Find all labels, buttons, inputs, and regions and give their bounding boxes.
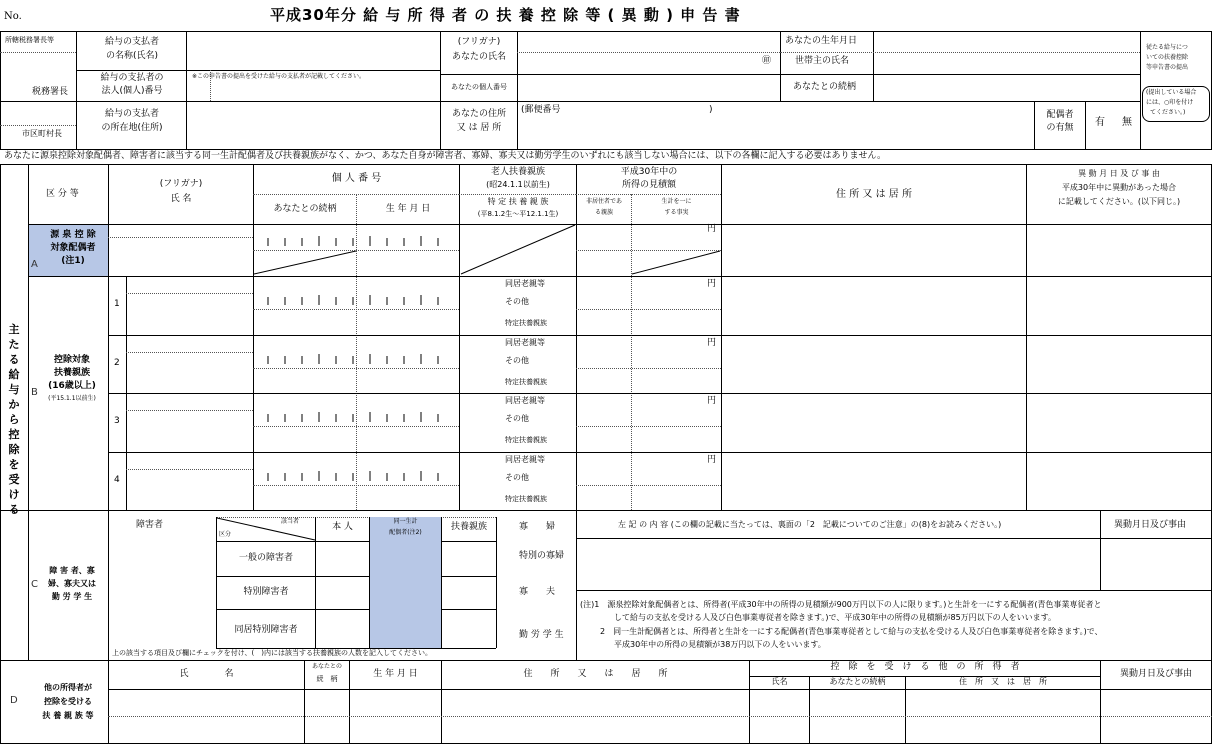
col-elderly-1: 老人扶養親族	[490, 167, 545, 177]
col-same-1: 生計を一に	[661, 198, 692, 205]
col-personal-number: 個 人 番 号	[331, 173, 382, 184]
section-a-label-1: 源 泉 控 除	[50, 230, 96, 240]
your-address-label-1: あなたの住所	[451, 109, 506, 119]
section-d-label-2: 控除を受ける	[44, 697, 92, 706]
row-option-other[interactable]: その他	[505, 356, 529, 365]
payer-number-label-2: 法人(個人)番号	[101, 86, 163, 96]
relation-label: あなたとの続柄	[793, 82, 857, 92]
row-yen: 円	[707, 455, 717, 465]
spouse-label-1: 配偶者	[1046, 110, 1074, 120]
payer-name-label-1: 給与の支払者	[104, 37, 159, 47]
section-c-label-1: 障 害 者、寡	[49, 566, 95, 575]
col-elderly-2: (昭24.1.1以前生)	[486, 180, 550, 189]
row-option-cohabit[interactable]: 同居老親等	[505, 338, 545, 347]
row-number: 2	[114, 358, 120, 368]
applicable-label: 該当者	[281, 518, 300, 525]
side-note-6: てください。)	[1150, 109, 1186, 116]
col-specific-1: 特 定 扶 養 親 族	[487, 197, 549, 206]
col-kubun: 区 分 等	[46, 189, 79, 199]
note1-line-b: して給与の支払を受ける人及び白色事業専従者を除きます。)で、平成30年中の所得の見積額が85万円以下の人をいいます。	[614, 613, 1057, 622]
page-title: 平成30年分 給 与 所 得 者 の 扶 養 控 除 等 ( 異 動 ) 申 告 書	[270, 6, 741, 24]
disabled-label: 障害者	[136, 520, 164, 530]
widow-label[interactable]: 寡 婦	[519, 522, 556, 532]
row-yen: 円	[707, 338, 717, 348]
row-option-specific[interactable]: 特定扶養親族	[505, 495, 547, 503]
d-col-address: 住 所 又 は 居 所	[523, 669, 668, 679]
d-col-name: 氏 名	[179, 669, 234, 679]
section-d-letter: D	[10, 695, 18, 706]
side-note-4: (提出している場合	[1146, 89, 1197, 96]
section-a-letter: A	[31, 259, 38, 270]
section-c-label-3: 勤 労 学 生	[51, 592, 93, 601]
your-number-label: あなたの個人番号	[451, 83, 507, 91]
tax-office-label: 所轄税務署長等	[5, 36, 54, 44]
city-label: 市区町村長	[22, 129, 62, 138]
col-change-2: 平成30年中に異動があった場合	[1061, 183, 1177, 192]
d-name-field[interactable]	[109, 717, 304, 742]
payer-name-label-2: の名称(氏名)	[105, 51, 159, 61]
row-number: 4	[114, 475, 120, 485]
row-option-specific[interactable]: 特定扶養親族	[505, 319, 547, 327]
check-note: 上の該当する項目及び欄にチェックを付け、( )内には該当する扶養親族の人数を記入してください。	[112, 649, 432, 657]
same-spouse-col-1: 同一生計	[393, 518, 418, 525]
postal-close: )	[709, 105, 713, 115]
row-yen: 円	[707, 396, 717, 406]
col-address: 住 所 又 は 居 所	[836, 189, 912, 200]
col-change-3: に記載してください。(以下同じ。)	[1057, 197, 1181, 206]
d-col-relation-2: 続 柄	[316, 675, 338, 683]
row-yen: 円	[707, 279, 717, 289]
col-change-1: 異 動 月 日 及 び 事 由	[1078, 169, 1160, 178]
d-col-relation-1: あなたとの	[311, 663, 342, 670]
special-disabled-row: 特別障害者	[243, 587, 289, 597]
row-option-specific[interactable]: 特定扶養親族	[505, 436, 547, 444]
cohabit-special-row: 同居特別障害者	[234, 625, 298, 635]
col-furigana: (フリガナ)	[159, 179, 203, 189]
col-nonres-1: 非居住者であ	[585, 198, 622, 205]
section-b-label-2: 扶養親族	[53, 368, 90, 378]
row-option-other[interactable]: その他	[505, 473, 529, 482]
d-name-field[interactable]	[109, 690, 304, 715]
row-number: 3	[114, 416, 120, 426]
col-relation: あなたとの続柄	[273, 204, 337, 214]
form-number-label: No.	[4, 11, 22, 22]
row-option-cohabit[interactable]: 同居老親等	[505, 279, 545, 288]
seal-mark: ㊞	[762, 56, 772, 66]
content-label: 左 記 の 内 容 (この欄の記載に当たっては、裏面の「2 記載についてのご注意」の(8)をお読みください。)	[618, 520, 1002, 529]
section-b-letter: B	[31, 387, 38, 398]
payer-number-note: ※この申告書の提出を受けた給与の支払者が記載してください。	[192, 73, 366, 80]
dependent-col: 扶養親族	[450, 522, 487, 532]
col-income-1: 平成30年中の	[620, 167, 678, 177]
tax-office-suffix: 税務署長	[32, 87, 69, 97]
row-option-specific[interactable]: 特定扶養親族	[505, 378, 547, 386]
side-note-3: 等申告書の提出	[1146, 64, 1189, 71]
postal-label: (郵便番号	[521, 105, 561, 115]
special-widow-label[interactable]: 特別の寡婦	[519, 551, 565, 561]
spouse-yes-option[interactable]: 有	[1095, 117, 1105, 128]
your-name-label: あなたの氏名	[451, 52, 506, 62]
row-option-other[interactable]: その他	[505, 297, 529, 306]
widower-label[interactable]: 寡 夫	[519, 587, 556, 597]
side-note-5: には、○印を付け	[1146, 99, 1194, 106]
self-col: 本 人	[332, 522, 353, 532]
d-col-birth: 生 年 月 日	[373, 669, 418, 679]
payer-number-label-1: 給与の支払者の	[100, 73, 164, 83]
note1-line-a: (注)1 源泉控除対象配偶者とは、所得者(平成30年中の所得の見積額が900万円以下の人に限ります。)と生計を一にする配偶者(青色事業専従者と	[580, 600, 1102, 609]
row-number: 1	[114, 299, 120, 309]
col-name: 氏 名	[170, 194, 192, 204]
d-col-other: 控 除 を 受 け る 他 の 所 得 者	[830, 662, 1020, 672]
section-b-label-3: (16歳以上)	[48, 381, 96, 391]
d-sub-address: 住 所 又 は 居 所	[959, 677, 1047, 686]
student-label[interactable]: 勤 労 学 生	[519, 630, 564, 640]
row-option-cohabit[interactable]: 同居老親等	[505, 455, 545, 464]
general-dependent-check[interactable]	[442, 542, 495, 575]
content-field[interactable]	[577, 539, 1099, 589]
col-birth: 生 年 月 日	[385, 204, 431, 214]
section-a-label-2: 対象配偶者	[50, 243, 96, 253]
note2-line-a: 2 同一生計配偶者とは、所得者と生計を一にする配偶者(青色事業専従者として給与の支払を受ける人及び白色事業専従者を除きます。)で、	[600, 627, 1103, 636]
section-a-label-3: (注1)	[61, 256, 85, 266]
section-d-label-3: 扶 養 親 族 等	[42, 711, 94, 720]
payer-address-label-1: 給与の支払者	[104, 109, 159, 119]
kubun-label: 区分	[219, 531, 232, 538]
section-b-label-1: 控除対象	[53, 355, 90, 365]
row-option-other[interactable]: その他	[505, 414, 529, 423]
row-option-cohabit[interactable]: 同居老親等	[505, 396, 545, 405]
section-b-label-4: (平15.1.1以前生)	[48, 395, 96, 402]
section-c-label-2: 婦、寡夫又は	[48, 579, 96, 588]
section-a-address-field[interactable]	[722, 225, 1025, 275]
householder-label: 世帯主の氏名	[795, 56, 850, 66]
spouse-no-option[interactable]: 無	[1122, 117, 1132, 128]
col-same-2: する事実	[664, 209, 689, 216]
section-c-letter: C	[31, 579, 38, 590]
section-a-yen: 円	[707, 224, 717, 234]
change-label: 異動月日及び事由	[1114, 520, 1187, 530]
col-income-2: 所得の見積額	[621, 180, 676, 190]
main-vertical-label: 主たる給与から控除を受ける	[8, 323, 20, 516]
d-col-change: 異動月日及び事由	[1119, 669, 1192, 679]
d-sub-relation: あなたとの続柄	[829, 677, 886, 686]
general-self-check[interactable]	[316, 542, 368, 575]
same-spouse-col-2: 配偶者(注2)	[389, 529, 422, 536]
col-nonres-2: る親族	[594, 209, 613, 216]
section-d-label-1: 他の所得者が	[44, 683, 92, 692]
section-a-name-field[interactable]	[109, 238, 252, 275]
col-specific-2: (平8.1.2生～平12.1.1生)	[477, 210, 559, 218]
birth-label: あなたの生年月日	[785, 36, 858, 46]
side-note-2: いての扶養控除	[1146, 54, 1189, 61]
d-sub-name: 氏名	[771, 677, 788, 686]
furigana-label: (フリガナ)	[457, 37, 501, 47]
general-disabled-row: 一般の障害者	[238, 553, 293, 563]
payer-address-label-2: の所在地(住所)	[101, 123, 163, 133]
spouse-label-2: の有無	[1046, 123, 1074, 133]
side-note-1: 従たる給与につ	[1146, 44, 1188, 51]
note2-line-b: 平成30年中の所得の見積額が38万円以下の人をいいます。	[614, 640, 826, 649]
your-address-label-2: 又 は 居 所	[456, 123, 502, 133]
notice-text: あなたに源泉控除対象配偶者、障害者に該当する同一生計配偶者及び扶養親族がなく、かつ、あなた自身が障害者、寡婦、寡夫又は勤労学生のいずれにも該当しない場合には、以下の各欄に記入する必要はありません。	[4, 151, 887, 161]
